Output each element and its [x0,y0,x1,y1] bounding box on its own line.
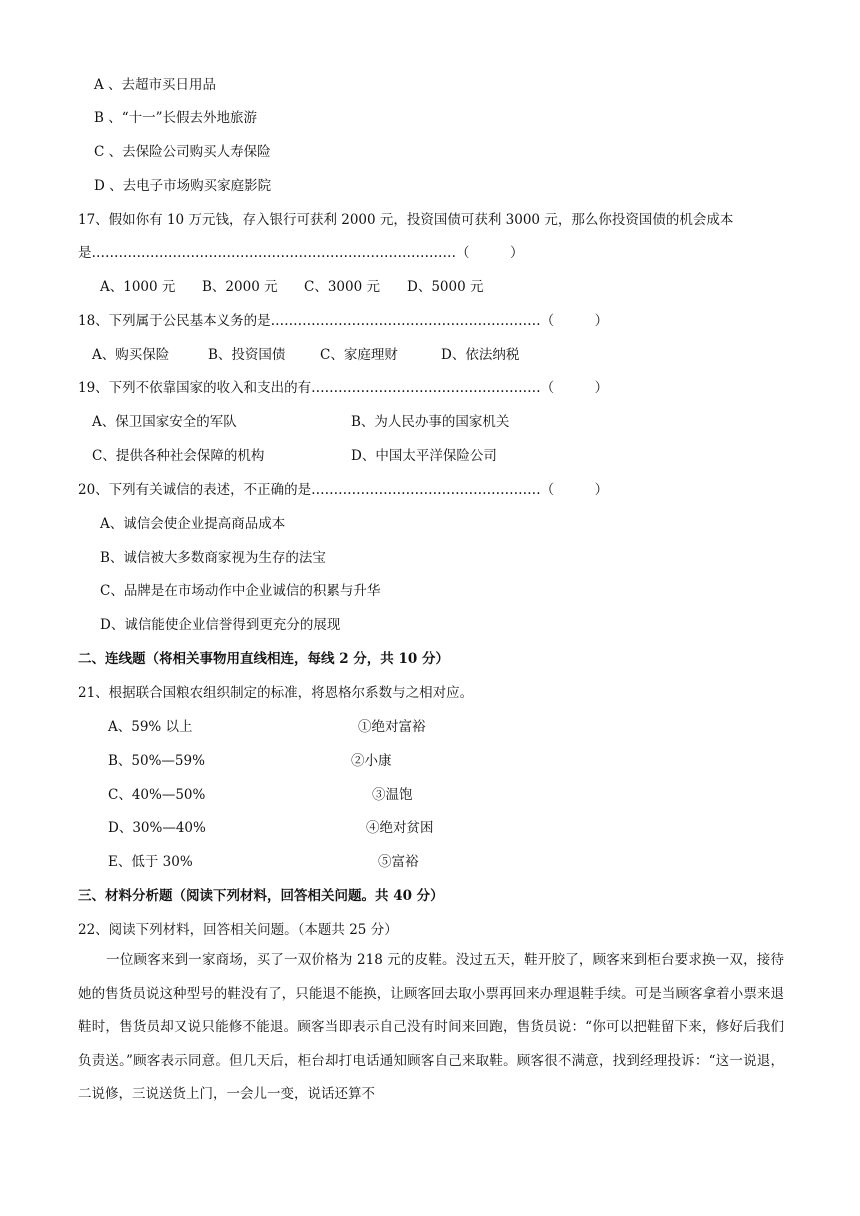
q16-option-c: C 、去保险公司购买人寿保险 [94,144,271,160]
q21-left-b: B、50%—59% [108,753,205,769]
q20-option-a: A、诚信会使企业提高商品成本 [100,516,286,532]
q18-option-d: D、依法纳税 [441,347,520,363]
q19-option-d: D、中国太平洋保险公司 [351,448,497,464]
q19-option-c: C、提供各种社会保障的机构 [92,448,265,464]
q17-option-a: A、1000 元 [100,279,176,295]
q19-option-a: A、保卫国家安全的军队 [92,414,237,430]
q18-stem: 18、下列属于公民基本义务的是……………………………………………………（ ） [78,313,609,329]
q19-stem: 19、下列不依靠国家的收入和支出的有……………………………………………（ ） [78,380,609,396]
q22-passage-text: 一位顾客来到一家商场，买了一双价格为 218 元的皮鞋。没过五天，鞋开胶了，顾客来到柜台要求换一双，接待她的售货员说这种型号的鞋没有了，只能退不能换，让顾客回去取小票再回来办理退鞋手续。可是当顾客拿着小票来退鞋时，售货员却又说只能修不能退。顾客当即表示自己没有时间来回跑，售货员说：“你可以把鞋留下来，修好后我们负责送。”顾客表示同意。但几天后，柜台却打电话通知顾客自己来取鞋。顾客很不满意，找到经理投诉：“这一说退，二说修，三说送货上门，一会儿一变，说话还算不 [78,952,784,1103]
q17-option-d: D、5000 元 [407,279,484,295]
q17-option-c: C、3000 元 [304,279,380,295]
q21-stem: 21、根据联合国粮农组织制定的标准，将恩格尔系数与之相对应。 [78,685,474,701]
q21-right-2: ②小康 [351,753,392,769]
q19-option-b: B、为人民办事的国家机关 [351,414,510,430]
q16-option-d: D 、去电子市场购买家庭影院 [94,178,272,194]
q22-passage [78,944,784,1112]
q21-right-4: ④绝对贫困 [366,820,434,836]
q21-right-1: ①绝对富裕 [358,719,426,735]
q20-option-d: D、诚信能使企业信誉得到更充分的展现 [100,617,341,633]
section3-heading: 三、材料分析题（阅读下列材料，回答相关问题。共 40 分） [78,888,444,904]
q21-left-e: E、低于 30% [108,854,193,870]
q20-option-b: B、诚信被大多数商家视为生存的法宝 [100,550,326,566]
q18-option-a: A、购买保险 [92,347,170,363]
q16-option-a: A 、去超市买日用品 [94,77,217,93]
q21-left-c: C、40%—50% [108,787,206,803]
q21-right-3: ③温饱 [372,787,413,803]
q17-stem-line2: 是………………………………………………………………………（ ） [78,245,524,261]
q21-right-5: ⑤富裕 [378,854,419,870]
q17-stem-line1: 17、假如你有 10 万元钱，存入银行可获利 2000 元，投资国债可获利 3000 元，那么你投资国债的机会成本 [78,212,734,228]
section2-heading: 二、连线题（将相关事物用直线相连，每线 2 分，共 10 分） [78,651,449,667]
q20-stem: 20、下列有关诚信的表述，不正确的是……………………………………………（ ） [78,482,609,498]
q21-left-a: A、59% 以上 [108,719,193,735]
q16-option-b: B 、“十一”长假去外地旅游 [94,110,258,126]
q18-option-c: C、家庭理财 [320,347,398,363]
q17-option-b: B、2000 元 [202,279,278,295]
q21-left-d: D、30%—40% [108,820,206,836]
q18-option-b: B、投资国债 [208,347,286,363]
q22-stem: 22、阅读下列材料，回答相关问题。（本题共 25 分） [78,922,398,938]
q20-option-c: C、品牌是在市场动作中企业诚信的积累与升华 [100,583,381,599]
